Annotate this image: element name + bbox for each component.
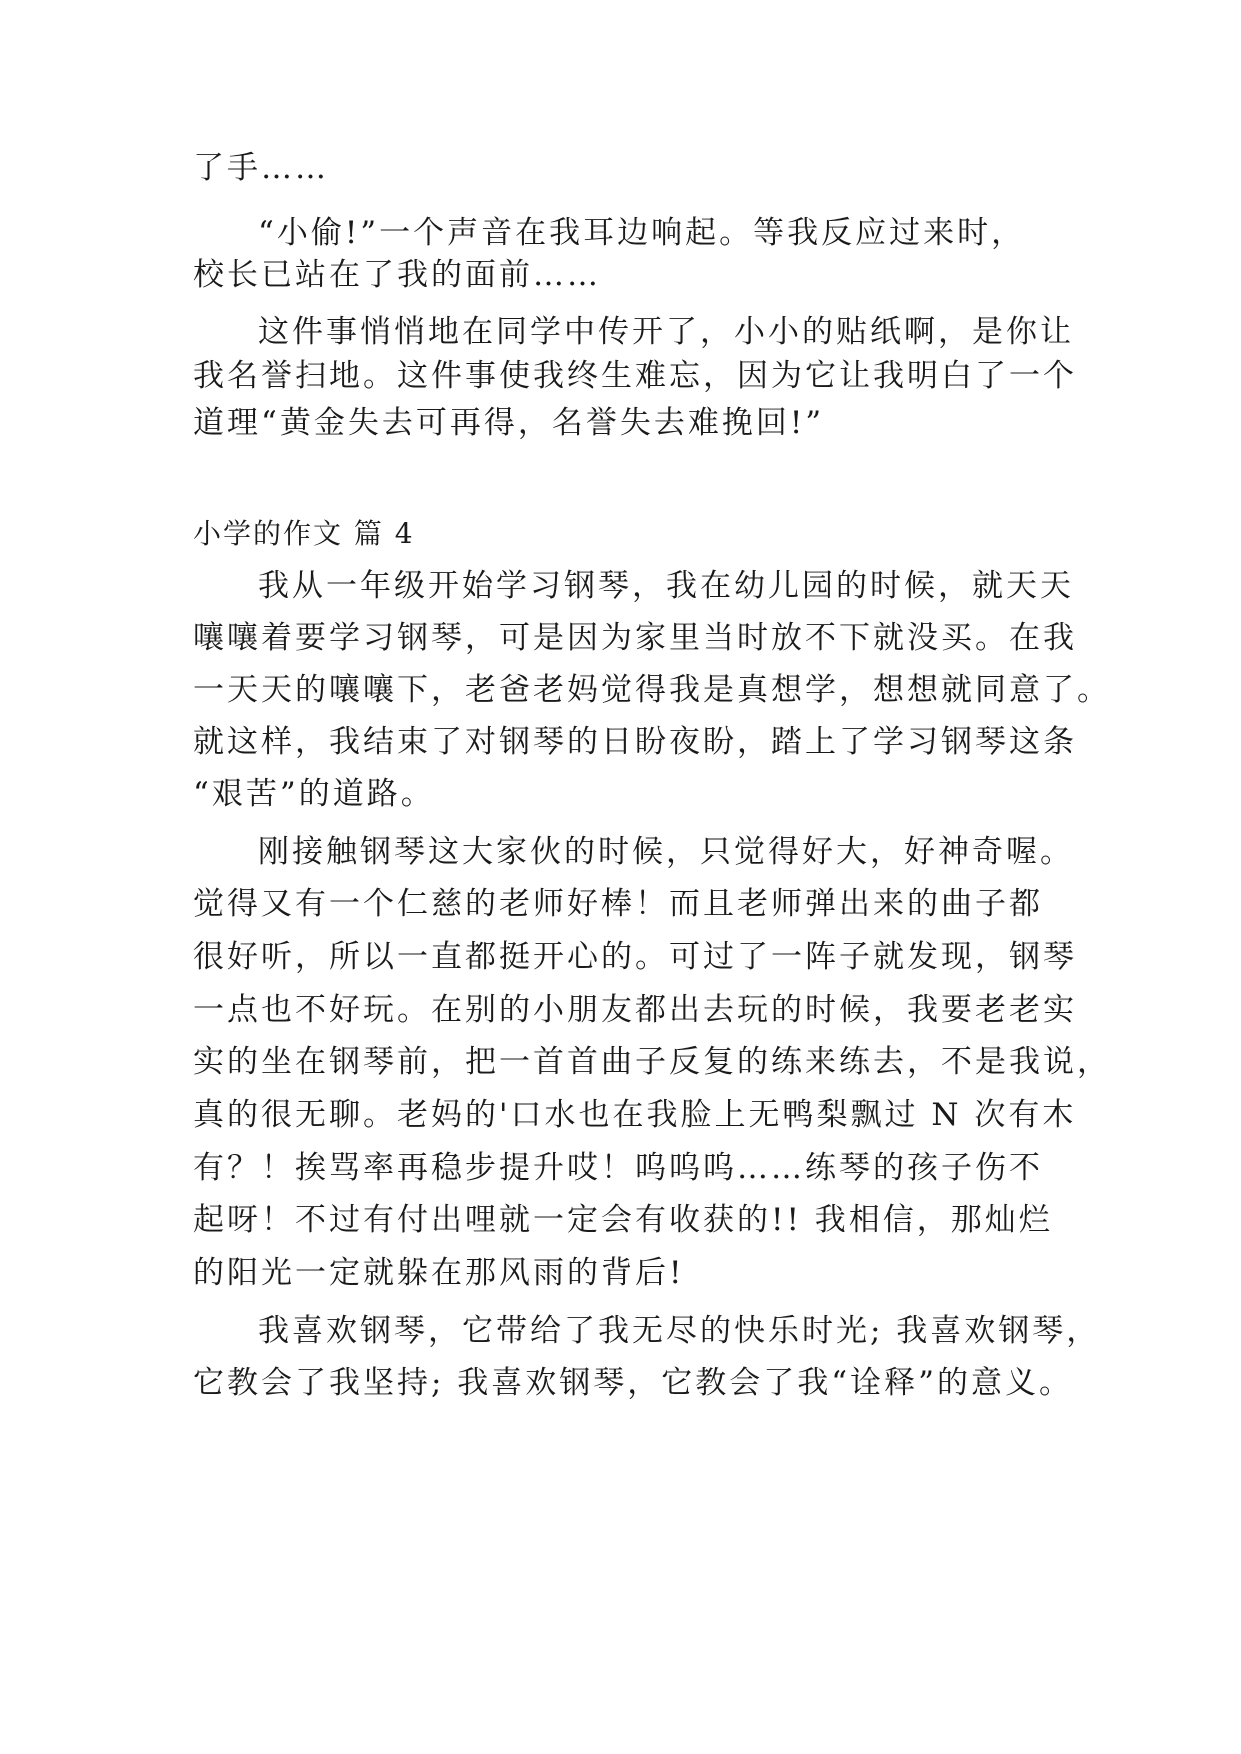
text-line: 一点也不好玩。在别的小朋友都出去玩的时候，我要老老实 [193, 992, 1077, 1028]
text-line: 很好听，所以一直都挺开心的。可过了一阵子就发现，钢琴 [193, 939, 1077, 975]
text-line: 一天天的嚷嚷下，老爸老妈觉得我是真想学，想想就同意了。 [193, 672, 1111, 708]
text-line: 它教会了我坚持; 我喜欢钢琴，它教会了我“诠释”的意义。 [193, 1365, 1073, 1401]
text-line: 我从一年级开始学习钢琴，我在幼儿园的时候，就天天 [258, 568, 1074, 604]
text-line: 觉得又有一个仁慈的老师好棒！而且老师弹出来的曲子都 [193, 886, 1043, 922]
text-line: 真的很无聊。老妈的'口水也在我脸上无鸭梨飘过 N 次有木 [193, 1097, 1077, 1133]
text-line: 的阳光一定就躲在那风雨的背后! [193, 1255, 685, 1291]
text-line: 我名誉扫地。这件事使我终生难忘，因为它让我明白了一个 [193, 358, 1077, 394]
section-heading: 小学的作文 篇 4 [193, 517, 415, 550]
text-line: 了手…… [193, 150, 329, 186]
text-line: 道理“黄金失去可再得，名誉失去难挽回!” [193, 405, 825, 441]
text-line: 刚接触钢琴这大家伙的时候，只觉得好大，好神奇喔。 [258, 834, 1074, 870]
text-line: 起呀！不过有付出哩就一定会有收获的!! 我相信，那灿烂 [193, 1202, 1053, 1238]
text-line: 这件事悄悄地在同学中传开了，小小的贴纸啊，是你让 [258, 314, 1074, 350]
text-line: 实的坐在钢琴前，把一首首曲子反复的练来练去，不是我说， [193, 1044, 1111, 1080]
text-line: 校长已站在了我的面前…… [193, 257, 601, 293]
text-line: “艰苦”的道路。 [193, 776, 435, 812]
text-line: “小偷!”一个声音在我耳边响起。等我反应过来时， [258, 215, 1026, 251]
text-line: 我喜欢钢琴，它带给了我无尽的快乐时光; 我喜欢钢琴， [258, 1313, 1101, 1349]
text-line: 有？！挨骂率再稳步提升哎！呜呜呜……练琴的孩子伤不 [193, 1150, 1043, 1186]
text-line: 就这样，我结束了对钢琴的日盼夜盼，踏上了学习钢琴这条 [193, 724, 1077, 760]
text-line: 嚷嚷着要学习钢琴，可是因为家里当时放不下就没买。在我 [193, 620, 1077, 656]
